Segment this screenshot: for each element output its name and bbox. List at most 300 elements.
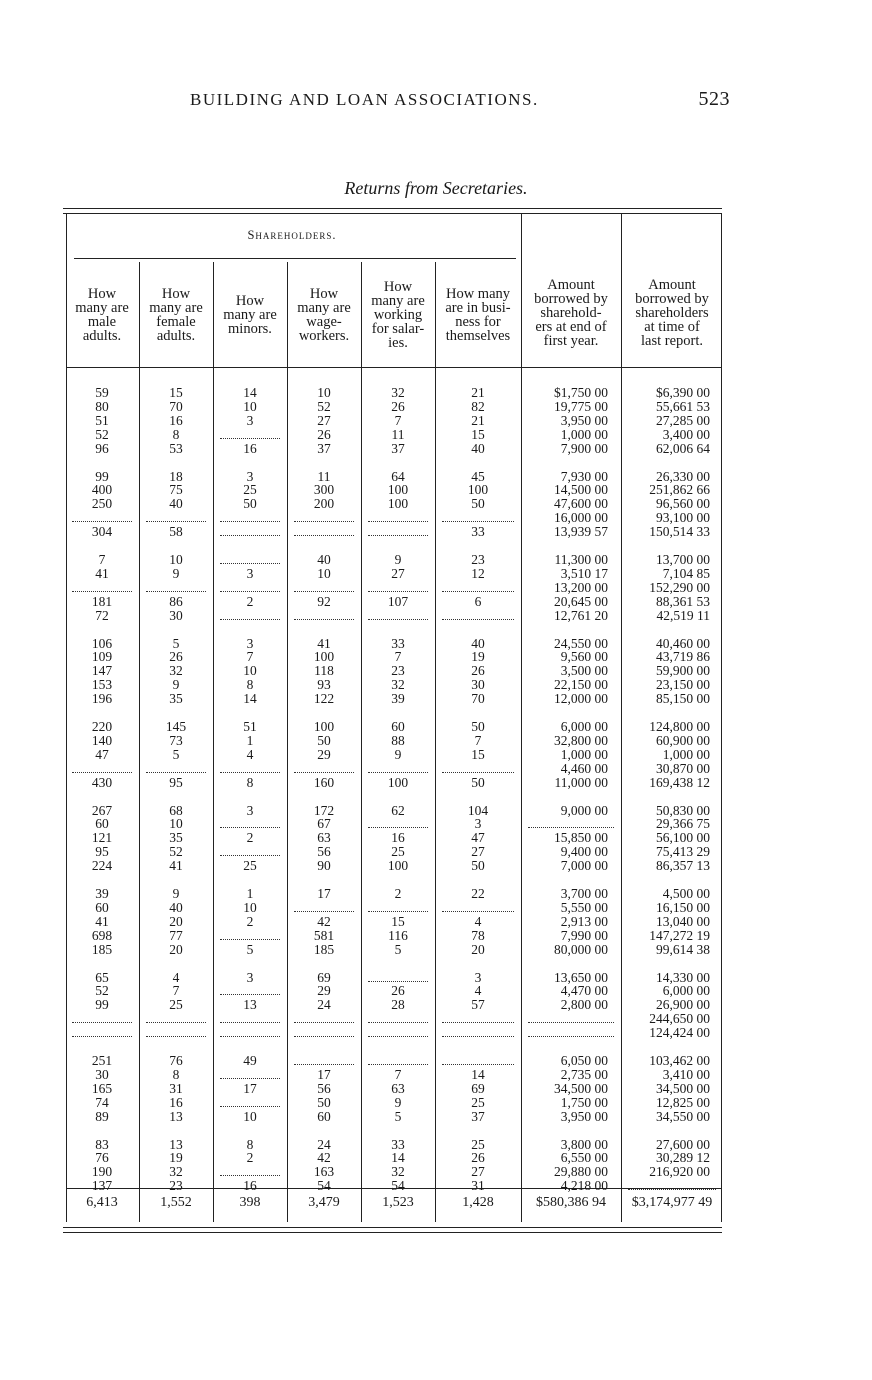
table-cell: 9 <box>394 746 402 762</box>
table-cell: 37 <box>471 1108 485 1124</box>
total-cell: 1,552 <box>160 1195 192 1210</box>
table-cell: 430 <box>91 774 113 790</box>
table-cell: 6,050 00 <box>560 1053 608 1068</box>
table-cell: 181 <box>91 593 113 609</box>
table-cell: 147 <box>91 663 113 679</box>
table-cell: 20 <box>169 913 183 929</box>
table-cell: 20 <box>169 941 183 957</box>
table-cell: 59,900 00 <box>656 663 710 679</box>
table-cell: 9 <box>394 552 402 567</box>
table-cell: 85,150 00 <box>656 691 710 707</box>
table-cell: 103,462 00 <box>649 1053 710 1068</box>
table-cell: 122 <box>313 691 335 707</box>
table-cell: 32 <box>391 677 405 693</box>
table-cell: 3,950 00 <box>560 412 608 428</box>
empty-cell-dots <box>528 827 614 828</box>
column-heading-line: How many <box>445 286 511 302</box>
empty-cell-dots <box>294 1064 354 1065</box>
table-cell: 16 <box>243 1178 257 1194</box>
empty-cell-dots <box>220 438 280 439</box>
table-cell: 23,150 00 <box>656 677 710 693</box>
table-cell: 16 <box>391 830 405 846</box>
table-cell: 40 <box>169 496 183 512</box>
table-cell: 32 <box>169 1164 183 1180</box>
page-number: 523 <box>698 88 730 110</box>
table-cell: 76 <box>169 1053 183 1068</box>
table-cell: 82 <box>471 398 485 414</box>
table-cell: 70 <box>169 398 183 414</box>
table-cell: 10 <box>317 565 331 581</box>
table-cell: 3 <box>246 635 254 651</box>
column-heading-line: wage- <box>306 314 342 330</box>
table-cell: 29 <box>317 746 331 762</box>
table-cell: 3 <box>246 468 254 484</box>
empty-cell-dots <box>442 772 514 773</box>
column-heading-line: many are <box>223 307 277 323</box>
table-cell: 57 <box>471 997 485 1013</box>
table-cell: 50 <box>243 496 257 512</box>
table-cell: 7 <box>394 412 402 428</box>
total-cell: 1,428 <box>462 1195 494 1210</box>
empty-cell-dots <box>442 591 514 592</box>
empty-cell-dots <box>146 1022 206 1023</box>
table-cell: 100 <box>387 774 409 790</box>
table-cell: 107 <box>387 593 409 609</box>
table-cell: 41 <box>317 635 331 651</box>
table-cell: 26 <box>471 663 485 679</box>
table-cell: 17 <box>317 1066 331 1082</box>
table-cell: 23 <box>471 552 485 567</box>
table-cell: 26 <box>471 1150 485 1166</box>
total-cell: $3,174,977 49 <box>631 1195 713 1210</box>
table-cell: 16 <box>243 440 257 456</box>
table-cell: 37 <box>391 440 405 456</box>
running-head-title: BUILDING AND LOAN ASSOCIATIONS. <box>190 90 539 109</box>
table-cell: 47,600 00 <box>554 496 608 512</box>
table-cell: 4,218 00 <box>560 1178 608 1194</box>
table-cell: 581 <box>313 927 335 943</box>
column-heading-male <box>66 266 138 364</box>
column-heading-line: How <box>235 293 265 309</box>
table-cell: 17 <box>317 886 331 901</box>
table-cell: 124,800 00 <box>649 719 710 734</box>
table-cell: 15 <box>471 426 485 442</box>
column-heading-line: borrowed by <box>534 291 608 307</box>
empty-cell-dots <box>368 591 428 592</box>
table-cell: 6,000 00 <box>662 983 710 999</box>
table-cell: 29,880 00 <box>554 1164 608 1180</box>
table-cell: 13,939 57 <box>554 524 608 540</box>
column-heading-line: How <box>87 286 117 302</box>
table-cell: 4 <box>474 983 482 999</box>
table-cell: 33 <box>391 1136 405 1152</box>
table-cell: 29 <box>317 983 331 999</box>
table-cell: 185 <box>313 941 335 957</box>
column-heading-line: Amount <box>547 277 595 293</box>
table-cell: $6,390 00 <box>656 385 710 400</box>
table-cell: 6,000 00 <box>560 719 608 734</box>
table-cell: 1,000 00 <box>560 426 608 442</box>
table-cell: 51 <box>95 412 109 428</box>
table-cell: 30 <box>95 1066 109 1082</box>
table-cell: 83 <box>95 1136 109 1152</box>
table-cell: 11 <box>317 468 331 484</box>
table-cell: 100 <box>467 482 489 498</box>
column-heading-line: How <box>383 279 413 295</box>
header-bottom-rule <box>66 367 722 368</box>
total-cell: 6,413 <box>86 1195 118 1210</box>
table-cell: 100 <box>387 496 409 512</box>
table-cell: 28 <box>391 997 405 1013</box>
table-cell: 9 <box>172 677 180 693</box>
table-cell: 10 <box>317 385 331 400</box>
table-cell: 224 <box>91 858 113 874</box>
table-cell: 41 <box>95 565 109 581</box>
table-cell: 9 <box>394 1094 402 1110</box>
table-cell: 35 <box>169 830 183 846</box>
table-cell: 60 <box>317 1108 331 1124</box>
empty-cell-dots <box>442 1064 514 1065</box>
column-heading-line: ness for <box>455 314 501 330</box>
table-cell: 267 <box>91 802 113 818</box>
table-cell: 99 <box>95 997 109 1013</box>
table-cell: 152,290 00 <box>649 579 710 595</box>
column-heading-line: female <box>156 314 196 330</box>
empty-cell-dots <box>220 772 280 773</box>
table-cell: 99 <box>95 468 109 484</box>
table-cell: 4 <box>172 969 180 985</box>
column-heading-line: at time of <box>644 319 700 335</box>
table-cell: 145 <box>165 719 187 734</box>
table-cell: 53 <box>169 440 183 456</box>
table-cell: 93 <box>317 677 331 693</box>
column-divider <box>721 214 722 1222</box>
column-heading-female <box>140 266 212 364</box>
table-cell: 45 <box>471 468 485 484</box>
total-cell: 1,523 <box>382 1195 414 1210</box>
table-cell: 75 <box>169 482 183 498</box>
empty-cell-dots <box>220 1175 280 1176</box>
total-cell: 3,479 <box>308 1195 340 1210</box>
table-cell: 251 <box>91 1053 113 1068</box>
table-cell: 52 <box>95 426 109 442</box>
table-cell: 4,470 00 <box>560 983 608 999</box>
column-heading-line: male <box>87 314 117 330</box>
empty-cell-dots <box>368 521 428 522</box>
table-cell: 3 <box>474 816 482 832</box>
table-cell: 9,000 00 <box>560 802 608 818</box>
table-cell: 95 <box>95 844 109 860</box>
table-cell: 8 <box>246 677 254 693</box>
table-cell: 40 <box>169 899 183 915</box>
table-cell: 20 <box>471 941 485 957</box>
table-cell: 31 <box>471 1178 485 1194</box>
empty-cell-dots <box>442 911 514 912</box>
column-heading-line: ers at end of <box>535 319 607 335</box>
table-cell: 100 <box>313 719 335 734</box>
table-cell: 19 <box>471 649 485 665</box>
table-cell: 3 <box>246 969 254 985</box>
table-cell: 42,519 11 <box>656 607 710 623</box>
table-cell: 41 <box>169 858 183 874</box>
table-cell: 72 <box>95 607 109 623</box>
table-cell: 400 <box>91 482 113 498</box>
table-cell: 2 <box>394 886 402 901</box>
table-cell: 34,550 00 <box>656 1108 710 1124</box>
table-cell: 200 <box>313 496 335 512</box>
table-cell: 92 <box>317 593 331 609</box>
table-cell: 25 <box>243 858 257 874</box>
table-cell: 40 <box>317 552 331 567</box>
table-cell: 40 <box>471 440 485 456</box>
column-heading-line: many are <box>297 300 351 316</box>
table-cell: 78 <box>471 927 485 943</box>
table-cell: 7,900 00 <box>560 440 608 456</box>
table-cell: 90 <box>317 858 331 874</box>
table-cell: 190 <box>91 1164 113 1180</box>
table-cell: 2 <box>246 830 254 846</box>
empty-cell-dots <box>220 521 280 522</box>
table-cell: 26,330 00 <box>656 468 710 484</box>
table-cell: 165 <box>91 1080 113 1096</box>
table-cell: 19,775 00 <box>554 398 608 414</box>
table-cell: 27 <box>471 1164 485 1180</box>
shareholders-group-title: Shareholders. <box>247 228 337 242</box>
empty-cell-dots <box>294 1022 354 1023</box>
table-cell: 3,400 00 <box>662 426 710 442</box>
table-cell: 13,200 00 <box>554 579 608 595</box>
empty-cell-dots <box>220 535 280 536</box>
table-cell: 24 <box>317 1136 331 1152</box>
table-cell: 1,000 00 <box>560 746 608 762</box>
table-cell: 88 <box>391 732 405 748</box>
table-cell: 698 <box>91 927 113 943</box>
empty-cell-dots <box>628 1189 716 1190</box>
table-cell: 2,735 00 <box>560 1066 608 1082</box>
table-cell: 1 <box>246 886 254 901</box>
bottom-rule <box>63 1227 722 1228</box>
empty-cell-dots <box>294 535 354 536</box>
empty-cell-dots <box>368 1064 428 1065</box>
table-cell: 11 <box>391 426 405 442</box>
table-cell: 7,104 85 <box>662 565 710 581</box>
column-heading-salary <box>362 266 434 364</box>
table-cell: 304 <box>91 524 113 540</box>
table-cell: 26 <box>317 426 331 442</box>
table-cell: 52 <box>317 398 331 414</box>
table-cell: 106 <box>91 635 113 651</box>
table-cell: 11,000 00 <box>554 774 608 790</box>
table-cell: 32 <box>169 663 183 679</box>
table-cell: $1,750 00 <box>554 385 608 400</box>
table-cell: 27 <box>471 844 485 860</box>
table-cell: 10 <box>243 398 257 414</box>
table-cell: 63 <box>317 830 331 846</box>
table-cell: 96 <box>95 440 109 456</box>
column-heading-line: working <box>373 307 423 323</box>
empty-cell-dots <box>146 521 206 522</box>
table-cell: 25 <box>169 997 183 1013</box>
table-cell: 32 <box>391 385 405 400</box>
table-cell: 60 <box>391 719 405 734</box>
table-cell: 6 <box>474 593 482 609</box>
table-cell: 16,000 00 <box>554 510 608 526</box>
column-heading-line: How <box>161 286 191 302</box>
table-cell: 11,300 00 <box>554 552 608 567</box>
table-cell: 19 <box>169 1150 183 1166</box>
table-cell: 52 <box>95 983 109 999</box>
table-cell: 8 <box>172 426 180 442</box>
table-cell: 50 <box>471 719 485 734</box>
empty-cell-dots <box>220 563 280 564</box>
table-cell: 2 <box>246 913 254 929</box>
column-heading-borrowed_last <box>622 262 722 364</box>
empty-cell-dots <box>368 535 428 536</box>
table-cell: 21 <box>471 412 485 428</box>
empty-cell-dots <box>220 1022 280 1023</box>
table-cell: 73 <box>169 732 183 748</box>
table-cell: 2,913 00 <box>560 913 608 929</box>
group-underline <box>74 258 516 259</box>
table-cell: 25 <box>471 1136 485 1152</box>
table-cell: 7 <box>246 649 254 665</box>
table-cell: 12,825 00 <box>656 1094 710 1110</box>
empty-cell-dots <box>368 772 428 773</box>
table-cell: 3,700 00 <box>560 886 608 901</box>
table-cell: 58 <box>169 524 183 540</box>
empty-cell-dots <box>368 981 428 982</box>
top-rule-inner <box>63 213 722 214</box>
empty-cell-dots <box>220 939 280 940</box>
empty-cell-dots <box>220 619 280 620</box>
table-cell: 25 <box>471 1094 485 1110</box>
table-cell: 56 <box>317 844 331 860</box>
table-cell: 16 <box>169 412 183 428</box>
table-cell: 13,040 00 <box>656 913 710 929</box>
column-heading-line: Amount <box>648 277 696 293</box>
table-cell: 50,830 00 <box>656 802 710 818</box>
empty-cell-dots <box>146 591 206 592</box>
table-cell: 7,930 00 <box>560 468 608 484</box>
table-cell: 2 <box>246 1150 254 1166</box>
table-cell: 69 <box>471 1080 485 1096</box>
table-cell: 10 <box>169 552 183 567</box>
table-cell: 70 <box>471 691 485 707</box>
table-cell: 96,560 00 <box>656 496 710 512</box>
column-heading-line: workers. <box>298 328 350 344</box>
table-cell: 86,357 13 <box>656 858 710 874</box>
table-cell: 39 <box>391 691 405 707</box>
table-cell: 30 <box>471 677 485 693</box>
table-cell: 15,850 00 <box>554 830 608 846</box>
table-cell: 9,400 00 <box>560 844 608 860</box>
table-cell: 25 <box>391 844 405 860</box>
table-cell: 27,600 00 <box>656 1136 710 1152</box>
table-cell: 23 <box>169 1178 183 1194</box>
table-cell: 220 <box>91 719 113 734</box>
table-cell: 26 <box>169 649 183 665</box>
table-cell: 9 <box>172 886 180 901</box>
table-cell: 5 <box>394 1108 402 1124</box>
table-cell: 74 <box>95 1094 109 1110</box>
table-cell: 75,413 29 <box>656 844 710 860</box>
column-heading-line: themselves <box>445 328 511 344</box>
table-cell: 42 <box>317 913 331 929</box>
empty-cell-dots <box>72 1036 132 1037</box>
table-cell: 10 <box>243 1108 257 1124</box>
table-cell: 89 <box>95 1108 109 1124</box>
empty-cell-dots <box>442 619 514 620</box>
table-cell: 251,862 66 <box>649 482 710 498</box>
table-cell: 33 <box>471 524 485 540</box>
table-cell: 14 <box>471 1066 485 1082</box>
table-cell: 41 <box>95 913 109 929</box>
table-cell: 137 <box>91 1178 113 1194</box>
table-cell: 5,550 00 <box>560 899 608 915</box>
table-cell: 40 <box>471 635 485 651</box>
table-cell: 14 <box>391 1150 405 1166</box>
top-rule <box>63 208 722 209</box>
table-cell: 50 <box>471 774 485 790</box>
column-heading-line: many are <box>371 293 425 309</box>
table-cell: 9 <box>172 565 180 581</box>
empty-cell-dots <box>294 911 354 912</box>
table-cell: 99,614 38 <box>656 941 710 957</box>
table-cell: 14,330 00 <box>656 969 710 985</box>
table-cell: 140 <box>91 732 113 748</box>
column-heading-line: minors. <box>228 321 272 337</box>
total-cell: 398 <box>239 1195 261 1210</box>
table-cell: 160 <box>313 774 335 790</box>
table-cell: 52 <box>169 844 183 860</box>
table-cell: 50 <box>317 1094 331 1110</box>
empty-cell-dots <box>72 772 132 773</box>
table-caption: Returns from Secretaries. <box>344 178 528 198</box>
table-cell: 3,800 00 <box>560 1136 608 1152</box>
table-cell: 43,719 86 <box>656 649 710 665</box>
table-cell: 118 <box>314 663 334 679</box>
empty-cell-dots <box>368 827 428 828</box>
empty-cell-dots <box>72 521 132 522</box>
table-cell: 60 <box>95 816 109 832</box>
table-cell: 63 <box>391 1080 405 1096</box>
table-cell: 153 <box>91 677 113 693</box>
table-cell: 12,761 20 <box>554 607 608 623</box>
table-cell: 16 <box>169 1094 183 1110</box>
table-cell: 10 <box>243 663 257 679</box>
table-cell: 15 <box>391 913 405 929</box>
table-cell: 124,424 00 <box>649 1025 710 1041</box>
table-cell: 3,950 00 <box>560 1108 608 1124</box>
table-cell: 3 <box>246 412 254 428</box>
table-cell: 27 <box>317 412 331 428</box>
table-cell: 4 <box>246 746 254 762</box>
empty-cell-dots <box>442 1036 514 1037</box>
table-cell: 15 <box>471 746 485 762</box>
empty-cell-dots <box>294 1036 354 1037</box>
empty-cell-dots <box>368 1036 428 1037</box>
table-cell: 7,990 00 <box>560 927 608 943</box>
table-cell: 3,410 00 <box>662 1066 710 1082</box>
table-cell: 10 <box>169 816 183 832</box>
table-cell: 69 <box>317 969 331 985</box>
bottom-rule-inner <box>63 1232 722 1233</box>
table-cell: 8 <box>246 1136 254 1152</box>
table-cell: 62 <box>391 802 405 818</box>
table-cell: 5 <box>394 941 402 957</box>
table-cell: 13,700 00 <box>656 552 710 567</box>
table-cell: 42 <box>317 1150 331 1166</box>
